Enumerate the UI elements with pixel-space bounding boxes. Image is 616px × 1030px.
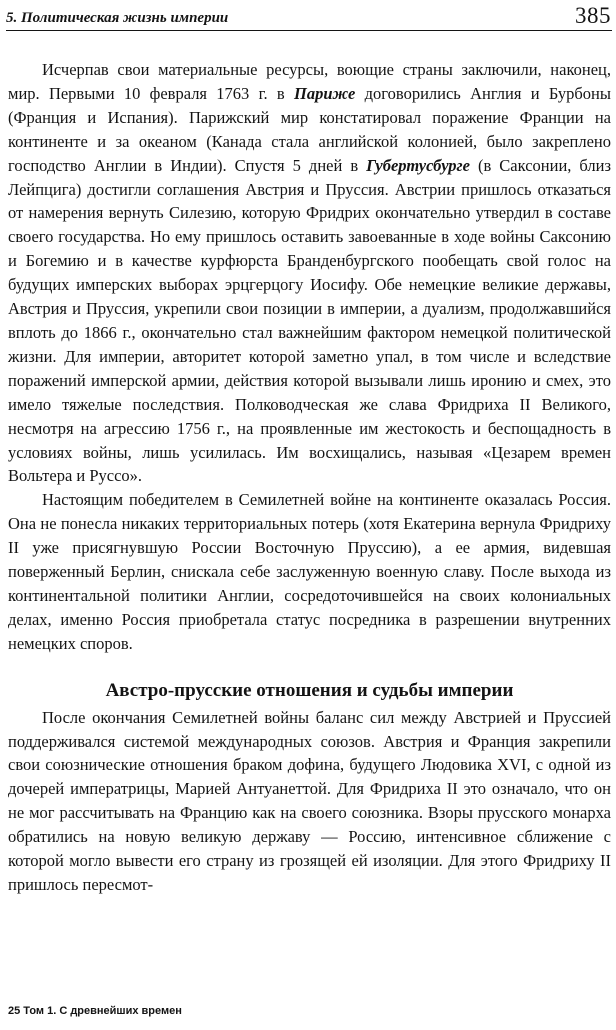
- page-number: 385: [575, 3, 611, 28]
- paragraph-3: После окончания Семилетней войны баланс сил между Австрией и Пруссией поддерживался системой международных союзов. Австрия и Франция закрепили свои союзнические отношения браком дофина, будущего Людовика XVI, с одной из дочерей императрицы, Марией Антуанеттой. Для Фридриха II это означало, что он не мог рассчитывать на Францию как на своего союзника. Взоры прусского монарха обратились на новую великую державу — Россию, интенсивное сближение с которой могло вывести его страну из грозящей ей изоляции. Для этого Фридриху II пришлось пересмот-: [8, 707, 611, 894]
- paragraph-1-part-1: Исчерпав свои материальные ресурсы, воющие страны заключили, наконец, мир. Первыми 10 февраля 1763 г. в: [8, 60, 611, 103]
- running-head-title: 5. Политическая жизнь империи: [6, 10, 229, 26]
- body-text: [8, 58, 611, 897]
- paragraph-2: Настоящим победителем в Семилетней войне на континенте оказалась Россия. Она не понесла никаких территориальных потерь (хотя Екатерина вернула Фридриху II уже присягнувшую России Восточную Пруссию), а ее армия, видевшая поверженный Берлин, снискала себе заслуженную военную славу. После выхода из континентальной политики Англии, сосредоточившейся на своих колониальных делах, именно Россия приобретала статус посредника в разрешении внутренних немецких споров.: [8, 490, 611, 653]
- section-heading: Австро-прусские отношения и судьбы империи: [105, 679, 514, 701]
- paragraph-1: [8, 58, 611, 488]
- footer-signature: 25 Том 1. С древнейших времен: [8, 1005, 182, 1017]
- running-head: [6, 2, 612, 31]
- paragraph-1-part-3: (в Саксонии, близ Лейпцига) достигли соглашения Австрия и Пруссия. Австрии пришлось отказаться от намерения вернуть Силезию, которую Фридрих окончательно утвердил в составе своего государства. Но ему пришлось оставить завоеванные в ходе войны Саксонию и Богемию и в качестве курфюрста Бранденбургского пообещать свой голос на будущих имперских выборах эрцгерцогу Иосифу. Обе немецкие великие державы, Австрия и Пруссия, укрепили свои позиции в империи, а дуализм, продолжавшийся вплоть до 1866 г., окончательно стал важнейшим фактором немецкой политической жизни. Для империи, авторитет которой заметно упал, в том числе и вследствие поражений имперской армии, действия которой вызывали лишь иронию и смех, это имело тяжелые последствия. Полководческая же слава Фридриха II Великого, несмотря на агрессию 1756 г., на проявленные им жестокость и беспощадность в условиях войны, лишь усилилась. Им восхищались, называя «Цезарем времен Вольтера и Руссо».: [8, 155, 611, 486]
- emphasis-paris: Париже: [294, 83, 356, 103]
- paragraph-1-part-2: договорились Англия и Бурбоны (Франция и Испания). Парижский мир констатировал поражение Франции на континенте и за океаном (Канада стала английской колонией, было закреплено господство Англии в Индии). Спустя 5 дней в: [8, 83, 611, 175]
- emphasis-hubertusburg: Губертусбурге: [366, 155, 470, 175]
